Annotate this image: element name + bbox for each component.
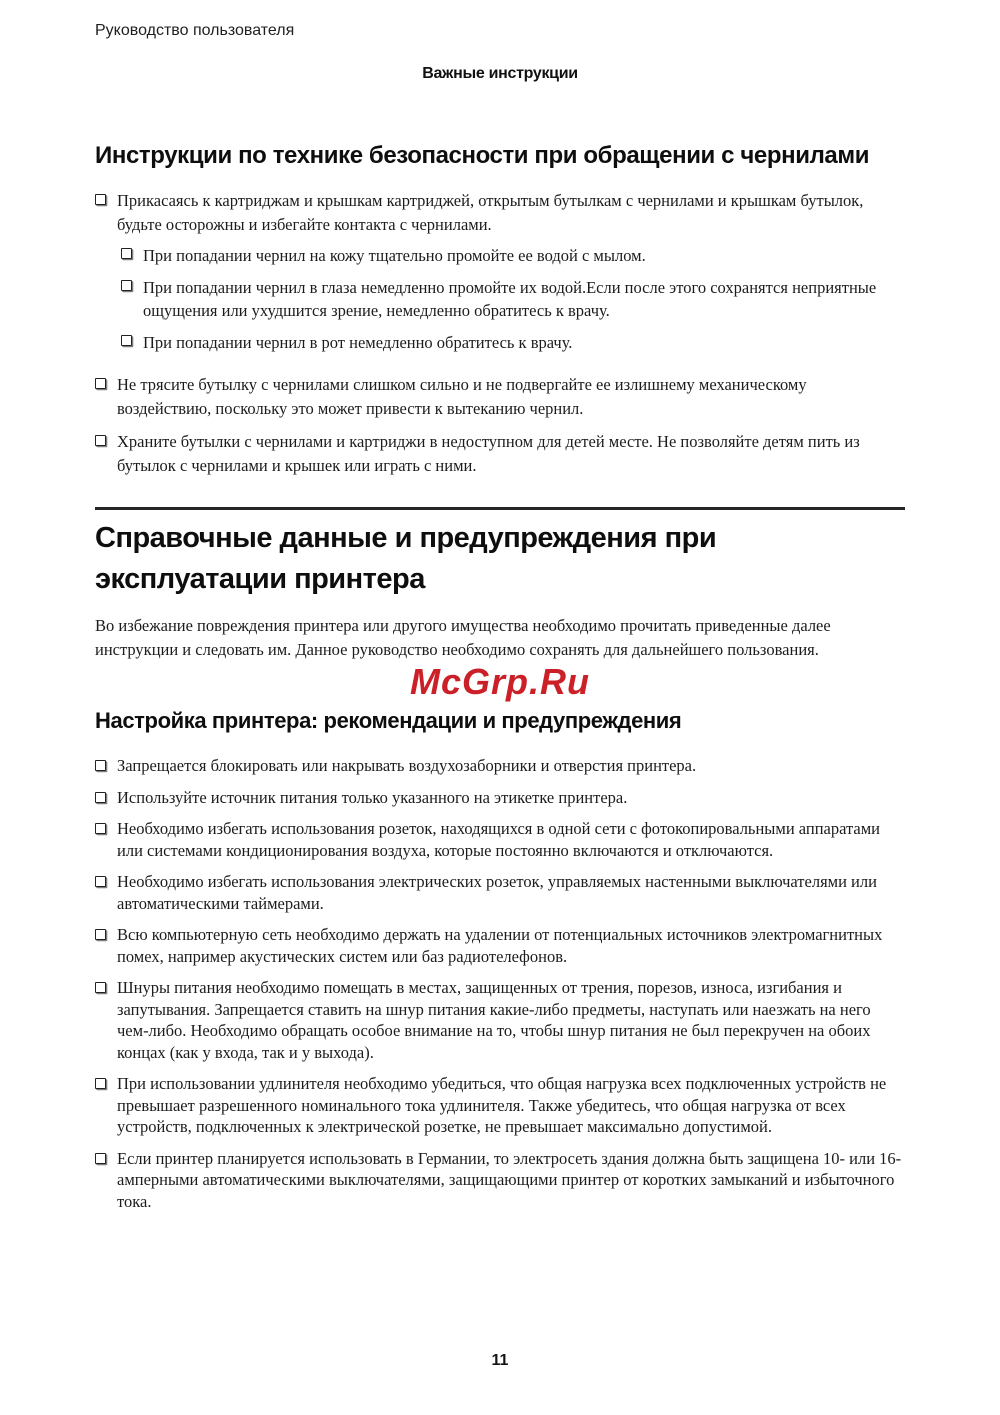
list-item-text: Необходимо избегать использования розеток, находящихся в одной сети с фотокопировальными аппаратами или системами кондиционирования воздуха, которые постоянно включаются и отключаются. [117,819,881,860]
header-chapter-title: Важные инструкции [422,65,578,82]
page-number: 11 [491,1352,509,1369]
list-item-text: Используйте источник питания только указанного на этикетке принтера. [117,787,628,807]
square-bullet-icon [95,876,106,887]
setup-list [95,755,905,1212]
list-item-text: Необходимо избегать использования электрических розеток, управляемых настенными выключателями или автоматическими таймерами. [117,872,877,913]
list-item-text: Запрещается блокировать или накрывать воздухозаборники и отверстия принтера. [117,756,697,775]
list-item [121,276,905,322]
subsection-title-setup: Настройка принтера: рекомендации и предупреждения [95,708,682,733]
list-item [95,818,905,861]
mcgrp-watermark: McGrp.Ru [409,661,590,702]
list-item-text: Всю компьютерную сеть необходимо держать на удалении от потенциальных источников электромагнитных помех, например акустических систем или баз радиотелефонов. [117,925,883,966]
square-bullet-icon [95,1153,106,1164]
section-divider [95,507,905,510]
list-item-text: Прикасаясь к картриджам и крышкам картриджей, открытым бутылкам с чернилами и крышкам бутылок, будьте осторожны и избегайте контакта с чернилами. [117,191,864,234]
square-bullet-icon [95,792,106,803]
ink-safety-list [95,189,905,477]
square-bullet-icon [95,929,106,940]
square-bullet-icon [95,194,106,205]
list-item [95,787,905,809]
list-item [95,1148,905,1213]
list-item-text: Храните бутылки с чернилами и картриджи в недоступном для детей месте. Не позволяйте детям пить из бутылок с чернилами и крышек или играть с ними. [117,432,860,475]
list-item [95,373,905,420]
list-item [95,189,905,363]
operation-intro-paragraph: Во избежание повреждения принтера или другого имущества необходимо прочитать приведенные далее инструкции и следовать им. Данное руководство необходимо сохранять для дальнейшего пользования. [95,616,831,659]
header-doc-title: Руководство пользователя [95,22,295,39]
list-item-text: При попадании чернил на кожу тщательно промойте ее водой с мылом. [143,246,646,265]
list-item [121,331,905,354]
square-bullet-icon [121,280,132,291]
list-item [95,871,905,914]
square-bullet-icon [121,248,132,259]
list-item-text: Шнуры питания необходимо помещать в местах, защищенных от трения, порезов, износа, изгибания и запутывания. Запрещается ставить на шнур питания какие-либо предметы, наступать или наезжать на него чем-либо. Необходимо обращать особое внимание на то, чтобы шнур питания не был перекручен на обоих концах (как у входа, так и у выхода). [117,978,871,1062]
square-bullet-icon [121,335,132,346]
list-item [121,244,905,267]
list-item [95,755,905,777]
square-bullet-icon [95,760,106,771]
list-item-text: При использовании удлинителя необходимо убедиться, что общая нагрузка всех подключенных устройств не превышает разрешенного номинального тока удлинителя. Также убедитесь, что общая нагрузка от всех устройств, подключенных к электрической розетке, не превышает максимально допустимой. [117,1074,887,1136]
square-bullet-icon [95,982,106,993]
list-item-text: При попадании чернил в рот немедленно обратитесь к врачу. [143,333,573,352]
list-item-text: Если принтер планируется использовать в Германии, то электросеть здания должна быть защищена 10- или 16-амперными автоматическими выключателями, защищающими принтер от коротких замыканий и избыточного тока. [117,1148,902,1211]
list-item [95,1073,905,1138]
square-bullet-icon [95,435,106,446]
section-title-operation: Справочные данные и предупреждения при эксплуатации принтера [95,522,717,595]
square-bullet-icon [95,378,106,389]
list-item-text: Не трясите бутылку с чернилами слишком сильно и не подвергайте ее излишнему механическому воздействию, поскольку это может привести к вытеканию чернил. [117,375,807,418]
list-item-text: При попадании чернил в глаза немедленно промойте их водой.Если после этого сохранятся неприятные ощущения или ухудшится зрение, немедленно обратитесь к врачу. [143,278,877,320]
square-bullet-icon [95,1078,106,1089]
square-bullet-icon [95,823,106,834]
list-item [95,430,905,477]
list-item [95,924,905,967]
ink-safety-sublist [121,244,905,354]
list-item [95,977,905,1063]
section-title-ink-safety: Инструкции по технике безопасности при обращении с чернилами [95,142,870,169]
